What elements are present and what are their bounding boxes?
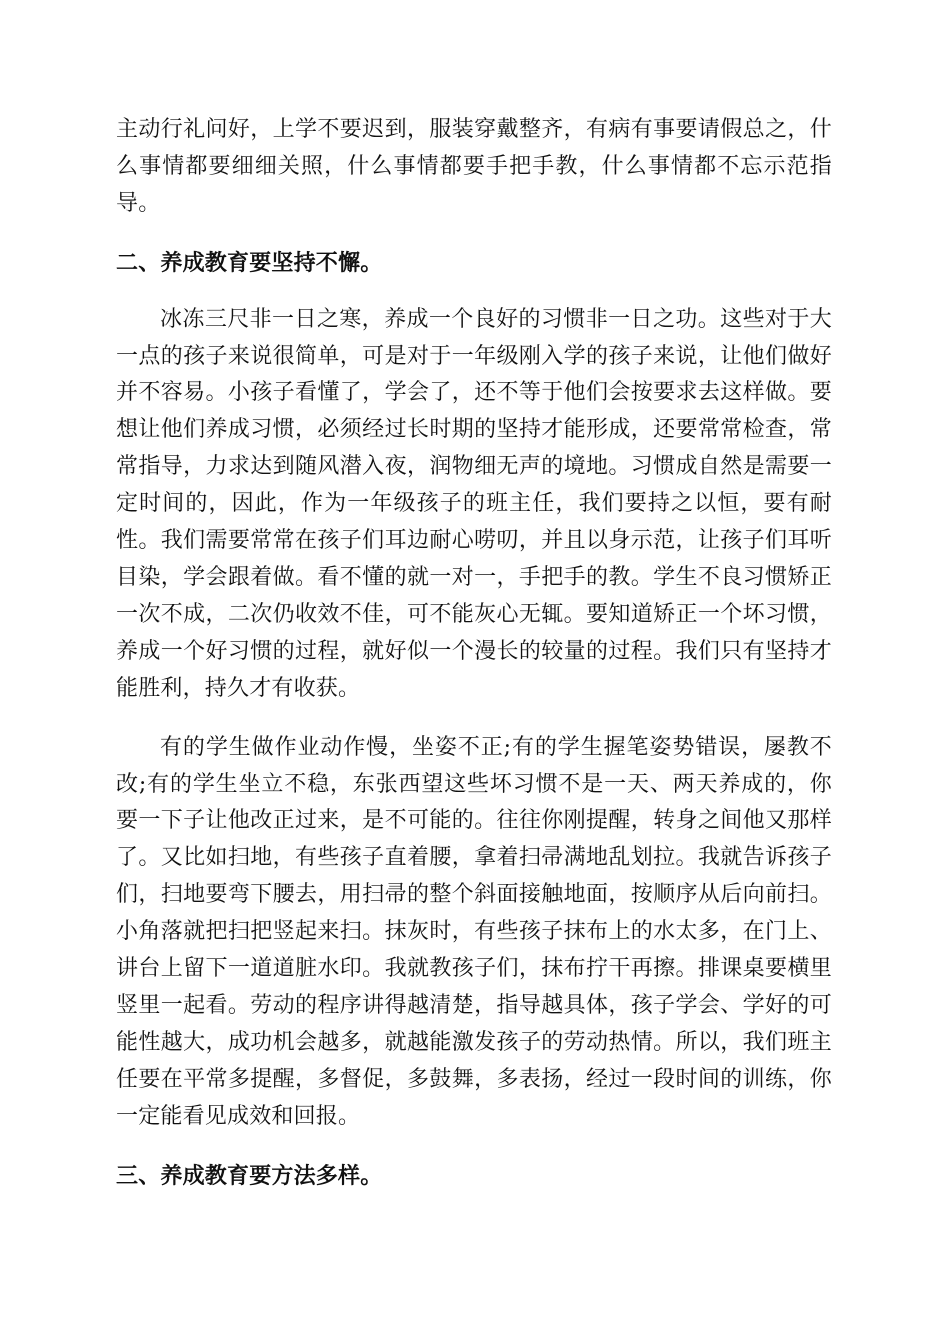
paragraph-intro: 主动行礼问好，上学不要迟到，服装穿戴整齐，有病有事要请假总之，什么事情都要细细关照，什么事情都要手把手教，什么事情都不忘示范指导。 [116,117,832,216]
paragraph-persistence: 冰冻三尺非一日之寒，养成一个良好的习惯非一日之功。这些对于大一点的孩子来说很简单，可是对于一年级刚入学的孩子来说，让他们做好并不容易。小孩子看懂了，学会了，还不等于他们会按要求去这样做。要想让他们养成习惯，必须经过长时期的坚持才能形成，还要常常检查，常常指导，力求达到随风潜入夜，润物细无声的境地。习惯成自然是需要一定时间的，因此，作为一年级孩子的班主任，我们要持之以恒，要有耐性。我们需要常常在孩子们耳边耐心唠叨，并且以身示范，让孩子们耳听目染，学会跟着做。看不懂的就一对一，手把手的教。学生不良习惯矫正一次不成，二次仍收效不佳，可不能灰心无辄。要知道矫正一个坏习惯，养成一个好习惯的过程，就好似一个漫长的较量的过程。我们只有坚持才能胜利，持久才有收获。 [116,306,832,701]
section-heading-3: 三、养成教育要方法多样。 [116,1162,383,1189]
document-page [116,112,832,1214]
section-heading-2: 二、养成教育要坚持不懈。 [116,249,383,276]
paragraph-examples: 有的学生做作业动作慢，坐姿不正;有的学生握笔姿势错误，屡教不改;有的学生坐立不稳，东张西望这些坏习惯不是一天、两天养成的，你要一下子让他改正过来，是不可能的。往往你刚提醒，转身之间他又那样了。又比如扫地，有些孩子直着腰，拿着扫帚满地乱划拉。我就告诉孩子们，扫地要弯下腰去，用扫帚的整个斜面接触地面，按顺序从后向前扫。小角落就把扫把竖起来扫。抹灰时，有些孩子抹布上的水太多，在门上、讲台上留下一道道脏水印。我就教孩子们，抹布拧干再擦。排课桌要横里竖里一起看。劳动的程序讲得越清楚，指导越具体，孩子学会、学好的可能性越大，成功机会越多，就越能激发孩子的劳动热情。所以，我们班主任要在平常多提醒，多督促，多鼓舞，多表扬，经过一段时间的训练，你一定能看见成效和回报。 [116,734,832,1129]
